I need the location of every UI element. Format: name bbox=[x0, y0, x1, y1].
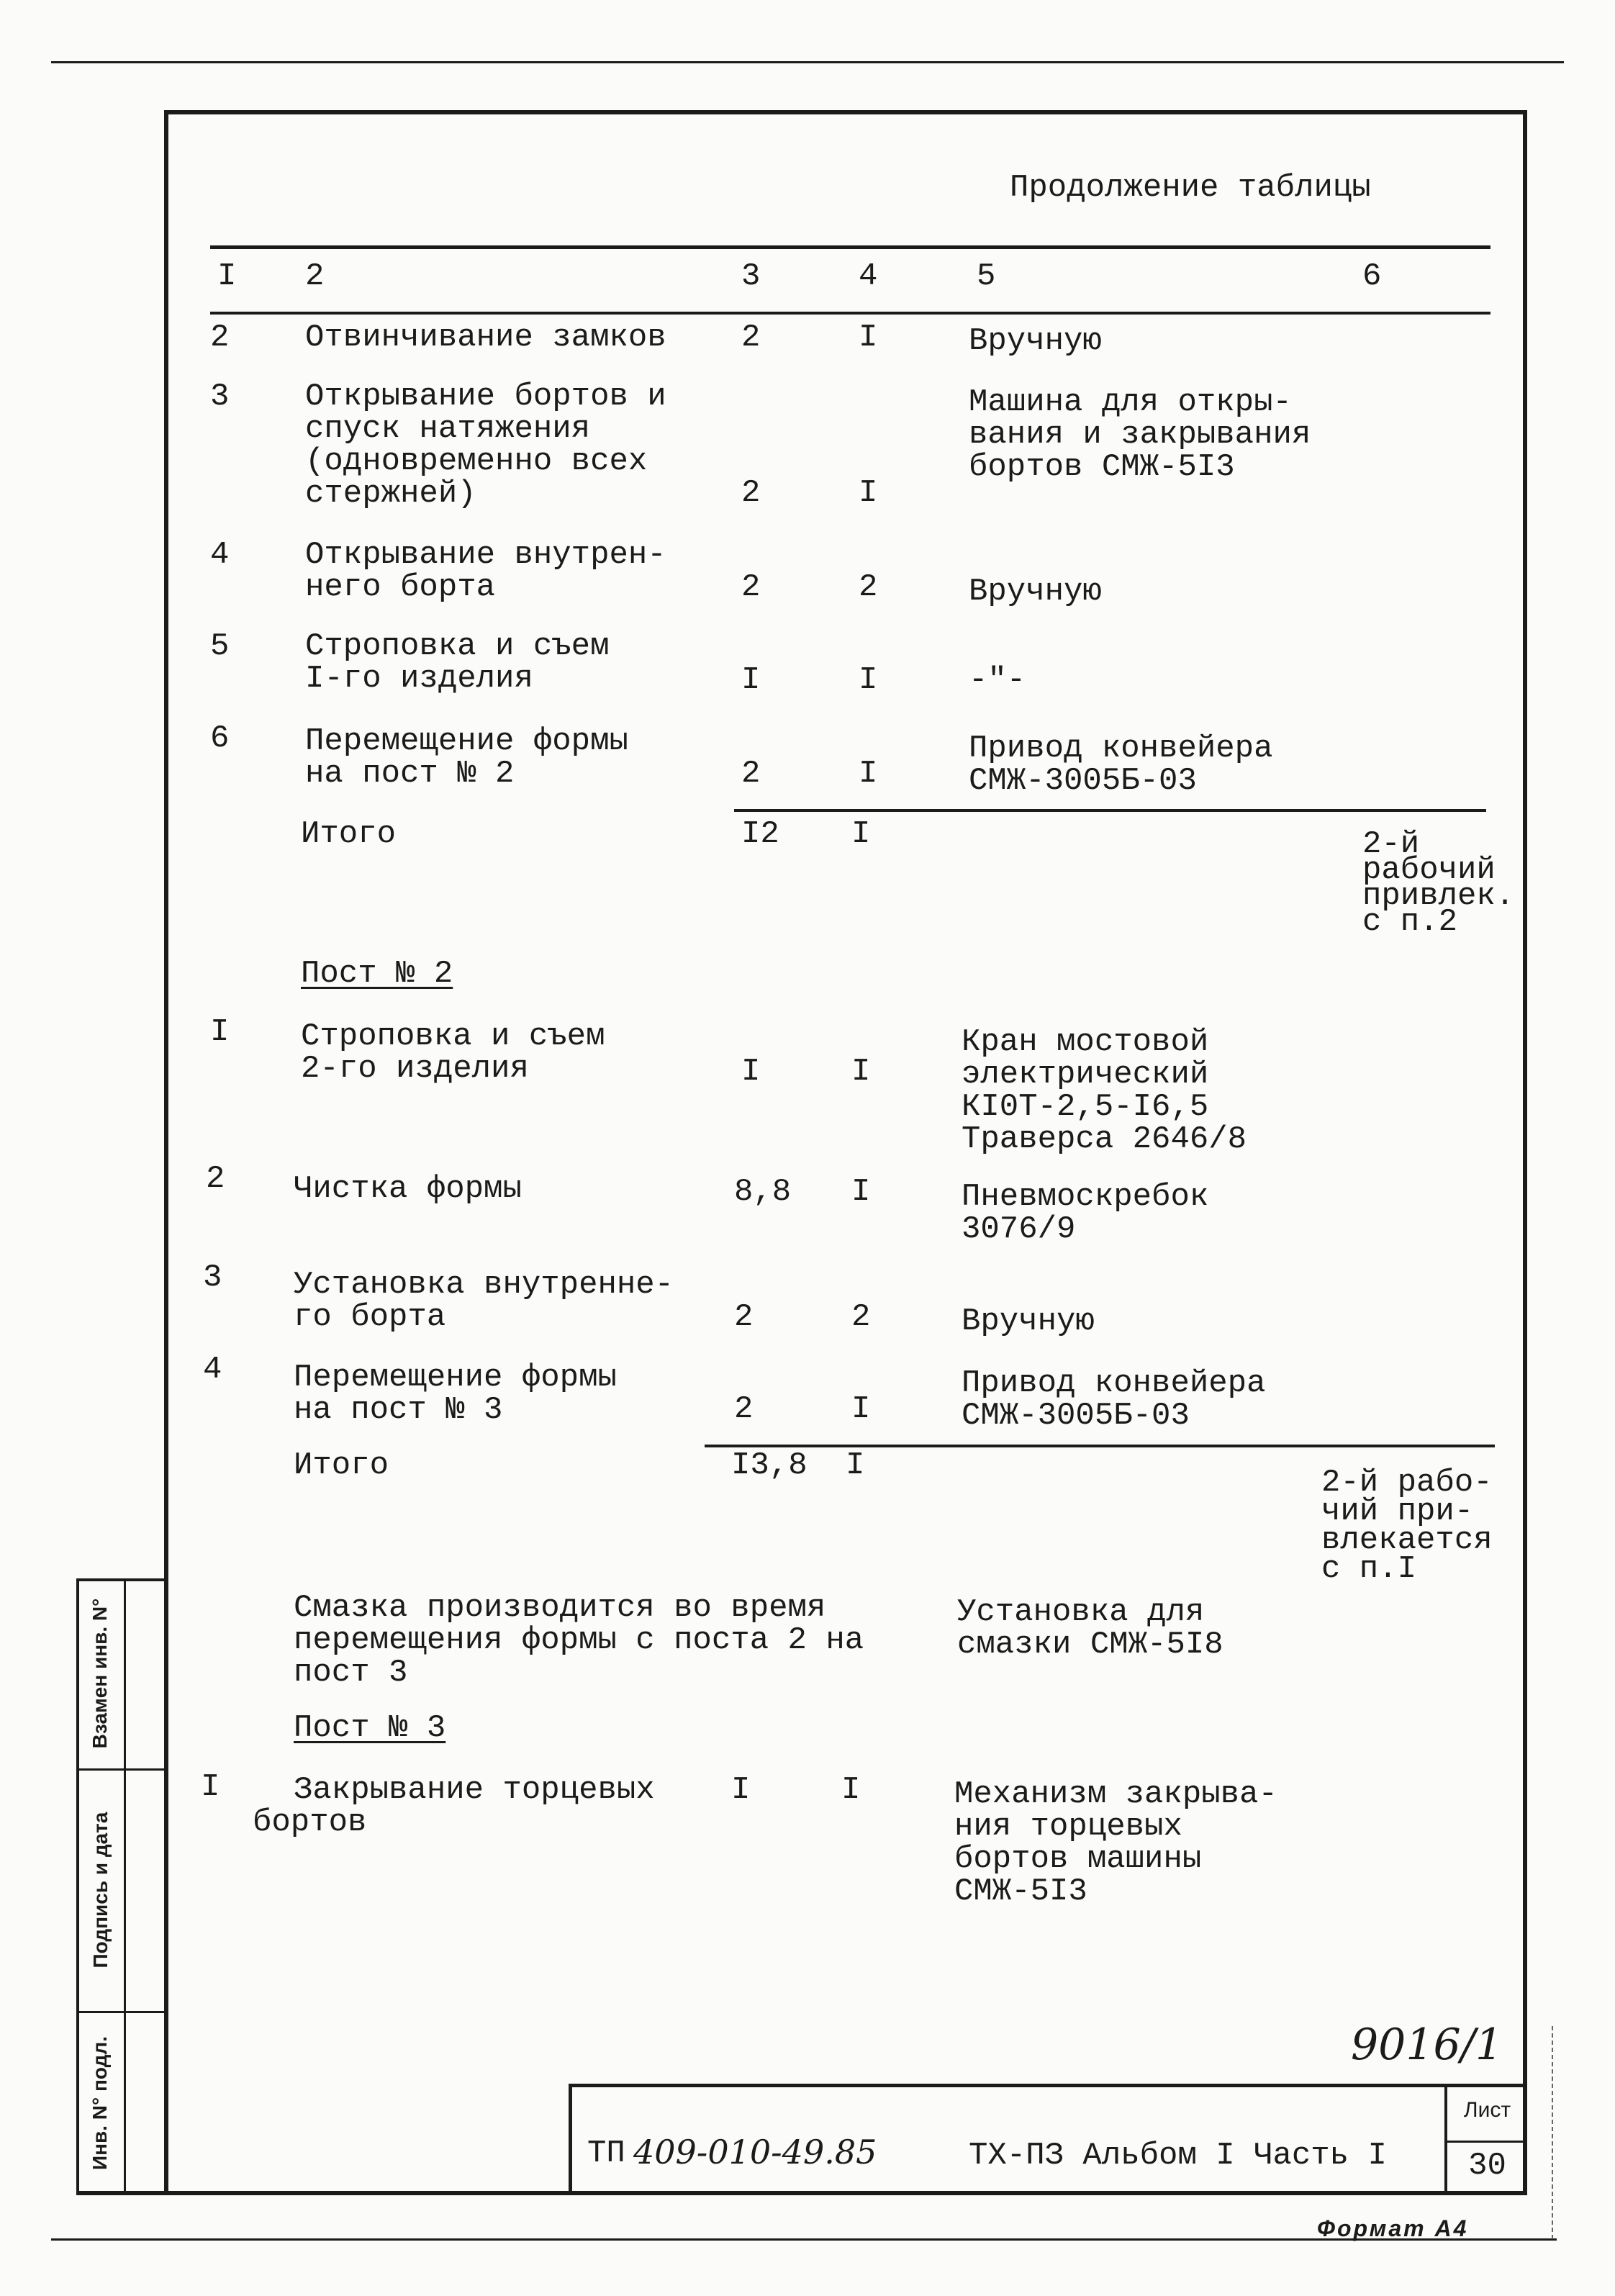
row-number: 4 bbox=[203, 1352, 222, 1388]
col3-cell: 2 bbox=[741, 756, 761, 792]
operation-cell: Перемещение формы на пост № 3 bbox=[294, 1360, 617, 1428]
col5-cell: Машина для откры- вания и закрывания бортов СМЖ-5I3 bbox=[969, 384, 1311, 485]
col4-cell: I bbox=[841, 1772, 861, 1808]
original-inv-label: Инв. N° подл. bbox=[89, 2036, 111, 2170]
column-header-5: 5 bbox=[977, 258, 996, 294]
designation-code: 409-010-49.85 bbox=[633, 2133, 877, 2171]
col3-cell: 2 bbox=[741, 569, 761, 605]
top-trim-line bbox=[51, 61, 1564, 63]
col3-cell: I bbox=[731, 1772, 751, 1808]
title-block-left-border bbox=[569, 2084, 572, 2195]
column-header-2: 2 bbox=[305, 258, 325, 294]
operation-cell: Закрывание торцевых бортов bbox=[253, 1772, 655, 1840]
post2-total-rule bbox=[705, 1445, 1495, 1447]
row-number: 3 bbox=[210, 379, 230, 415]
operation-cell: Установка внутренне- го борта bbox=[294, 1267, 674, 1335]
cut-mark-line bbox=[1552, 2026, 1553, 2239]
replacement-inv-label: Взамен инв. N° bbox=[89, 1598, 111, 1749]
row-number: I bbox=[201, 1769, 220, 1805]
side-strip-divider-1 bbox=[76, 1768, 164, 1771]
col4-cell: I bbox=[859, 756, 878, 792]
column-header-6: 6 bbox=[1362, 258, 1382, 294]
total-label: Итого bbox=[301, 816, 397, 852]
sheet-number: 30 bbox=[1468, 2148, 1506, 2184]
column-header-3: 3 bbox=[741, 258, 761, 294]
col4-cell: 2 bbox=[859, 569, 878, 605]
col3-cell: I bbox=[741, 1054, 761, 1090]
signature-date-label: Подпись и дата bbox=[89, 1812, 112, 1969]
operation-cell: Строповка и съем 2-го изделия bbox=[301, 1018, 605, 1087]
total-col6-note: 2-й рабо- чий при- влекается с п.I bbox=[1321, 1465, 1493, 1587]
total-col4: I bbox=[851, 816, 871, 852]
designation-prefix: ТП bbox=[587, 2135, 625, 2171]
sheet-label: Лист bbox=[1463, 2098, 1511, 2122]
post2-title: Пост № 2 bbox=[301, 956, 453, 992]
col3-cell: I bbox=[741, 662, 761, 698]
col5-cell: Вручную bbox=[969, 574, 1102, 610]
handwritten-number: 9016/1 bbox=[1351, 2020, 1503, 2070]
table-header-rule bbox=[210, 312, 1490, 315]
row-number: 3 bbox=[203, 1260, 222, 1296]
col4-cell: I bbox=[859, 320, 878, 356]
lubrication-equipment: Установка для смазки СМЖ-5I8 bbox=[957, 1594, 1223, 1663]
operation-cell: Отвинчивание замков bbox=[305, 320, 666, 356]
row-number: 2 bbox=[210, 320, 230, 356]
col4-cell: I bbox=[851, 1054, 871, 1090]
total-col3: I3,8 bbox=[731, 1447, 808, 1483]
operation-cell: Открывание внутрен- него борта bbox=[305, 537, 666, 605]
row-number: I bbox=[210, 1014, 230, 1050]
column-header-4: 4 bbox=[859, 258, 878, 294]
col4-cell: 2 bbox=[851, 1299, 871, 1335]
total-col4: I bbox=[846, 1447, 865, 1483]
column-header-1: I bbox=[217, 258, 237, 294]
document-title: ТХ-ПЗ Альбом I Часть I bbox=[969, 2138, 1387, 2174]
col3-cell: 2 bbox=[741, 475, 761, 511]
sheet-cell-divider bbox=[1446, 2141, 1527, 2143]
lubrication-text: Смазка производится во время перемещения формы с поста 2 на пост 3 bbox=[294, 1590, 864, 1691]
col5-cell: -"- bbox=[969, 662, 1026, 698]
total-label: Итого bbox=[294, 1447, 389, 1483]
col5-cell: Привод конвейера СМЖ-3005Б-03 bbox=[962, 1365, 1266, 1434]
operation-cell: Открывание бортов и спуск натяжения (одновременно всех стержней) bbox=[305, 379, 666, 512]
col5-cell: Механизм закрыва- ния торцевых бортов машины СМЖ-5I3 bbox=[954, 1776, 1277, 1909]
row-number: 5 bbox=[210, 628, 230, 664]
col3-cell: 2 bbox=[734, 1299, 754, 1335]
col3-cell: 2 bbox=[741, 320, 761, 356]
side-strip-inner-divider bbox=[124, 1578, 126, 2195]
table-top-rule bbox=[210, 245, 1490, 249]
col5-cell: Вручную bbox=[969, 323, 1102, 359]
total-col3: I2 bbox=[741, 816, 779, 852]
operation-cell: Строповка и съем I-го изделия bbox=[305, 628, 610, 697]
col4-cell: I bbox=[851, 1174, 871, 1210]
operation-cell: Чистка формы bbox=[294, 1171, 522, 1207]
col3-cell: 2 bbox=[734, 1391, 754, 1427]
title-block-top-border bbox=[570, 2084, 1527, 2087]
total-col6-note: 2-й рабочий привлек. с п.2 bbox=[1362, 826, 1515, 940]
col4-cell: I bbox=[859, 475, 878, 511]
col4-cell: I bbox=[859, 662, 878, 698]
col3-cell: 8,8 bbox=[734, 1174, 792, 1210]
col5-cell: Пневмоскребок 3076/9 bbox=[962, 1179, 1209, 1247]
post3-title: Пост № 3 bbox=[294, 1710, 446, 1746]
col5-cell: Вручную bbox=[962, 1303, 1095, 1339]
format-label: Формат А4 bbox=[1317, 2215, 1469, 2241]
row-number: 4 bbox=[210, 537, 230, 573]
row-number: 6 bbox=[210, 720, 230, 756]
operation-cell: Перемещение формы на пост № 2 bbox=[305, 723, 628, 792]
post1-total-rule bbox=[734, 809, 1486, 812]
col5-cell: Привод конвейера СМЖ-3005Б-03 bbox=[969, 731, 1273, 799]
col4-cell: I bbox=[851, 1391, 871, 1427]
continuation-title: Продолжение таблицы bbox=[1010, 170, 1371, 206]
row-number: 2 bbox=[206, 1161, 225, 1197]
col5-cell: Кран мостовой электрический КI0Т-2,5-I6,5 Траверса 2646/8 bbox=[962, 1024, 1247, 1157]
